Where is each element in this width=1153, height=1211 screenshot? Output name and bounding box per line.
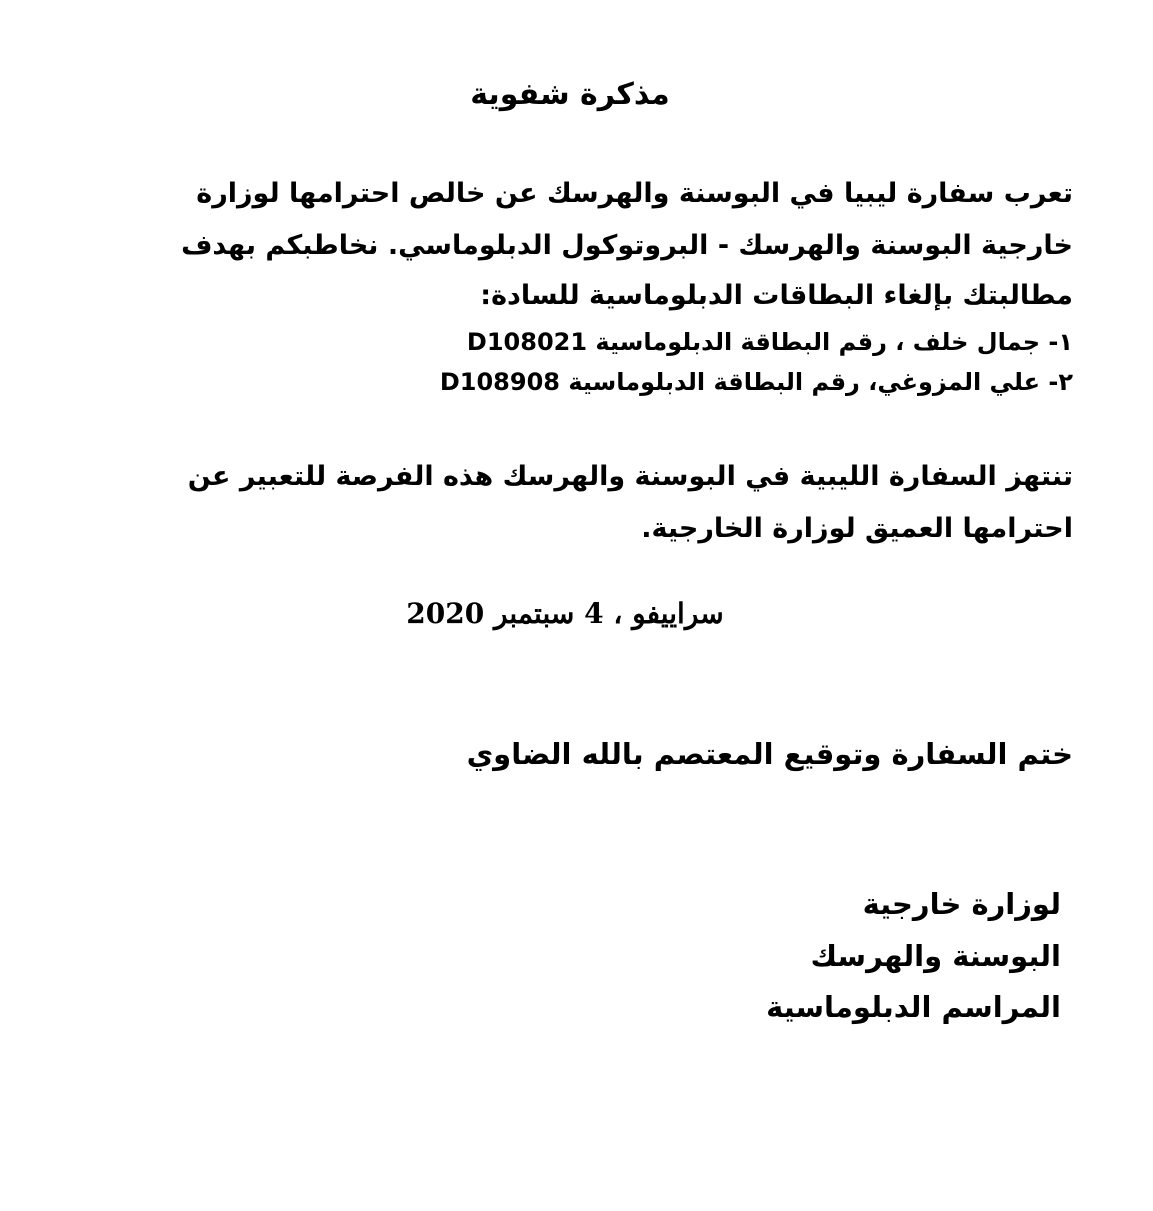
addressee-line-3: المراسم الدبلوماسية [766, 990, 1061, 1024]
paragraph-1-line-3: مطالبتك بإلغاء البطاقات الدبلوماسية للسادة: [480, 280, 1073, 311]
addressee-line-2: البوسنة والهرسك [810, 939, 1061, 973]
document-title: مذكرة شفوية [470, 77, 670, 112]
addressee-line-1: لوزارة خارجية [862, 887, 1061, 921]
card-item-2: ٢- علي المزوغي، رقم البطاقة الدبلوماسية D108908 [439, 368, 1073, 396]
paragraph-1-line-2: خارجية البوسنة والهرسك - البروتوكول الدبلوماسي. نخاطبكم بهدف [181, 230, 1073, 261]
date-line: سراييفو ، 4 سبتمبر 2020 [406, 597, 724, 630]
paragraph-2-line-1: تنتهز السفارة الليبية في البوسنة والهرسك هذه الفرصة للتعبير عن [187, 461, 1073, 492]
paragraph-2-line-2: احترامها العميق لوزارة الخارجية. [641, 513, 1073, 544]
paragraph-1-line-1: تعرب سفارة ليبيا في البوسنة والهرسك عن خالص احترامها لوزارة [196, 178, 1073, 209]
signature-line: ختم السفارة وتوقيع المعتصم بالله الضاوي [466, 737, 1073, 771]
card-item-1: ١- جمال خلف ، رقم البطاقة الدبلوماسية D108021 [466, 328, 1073, 356]
